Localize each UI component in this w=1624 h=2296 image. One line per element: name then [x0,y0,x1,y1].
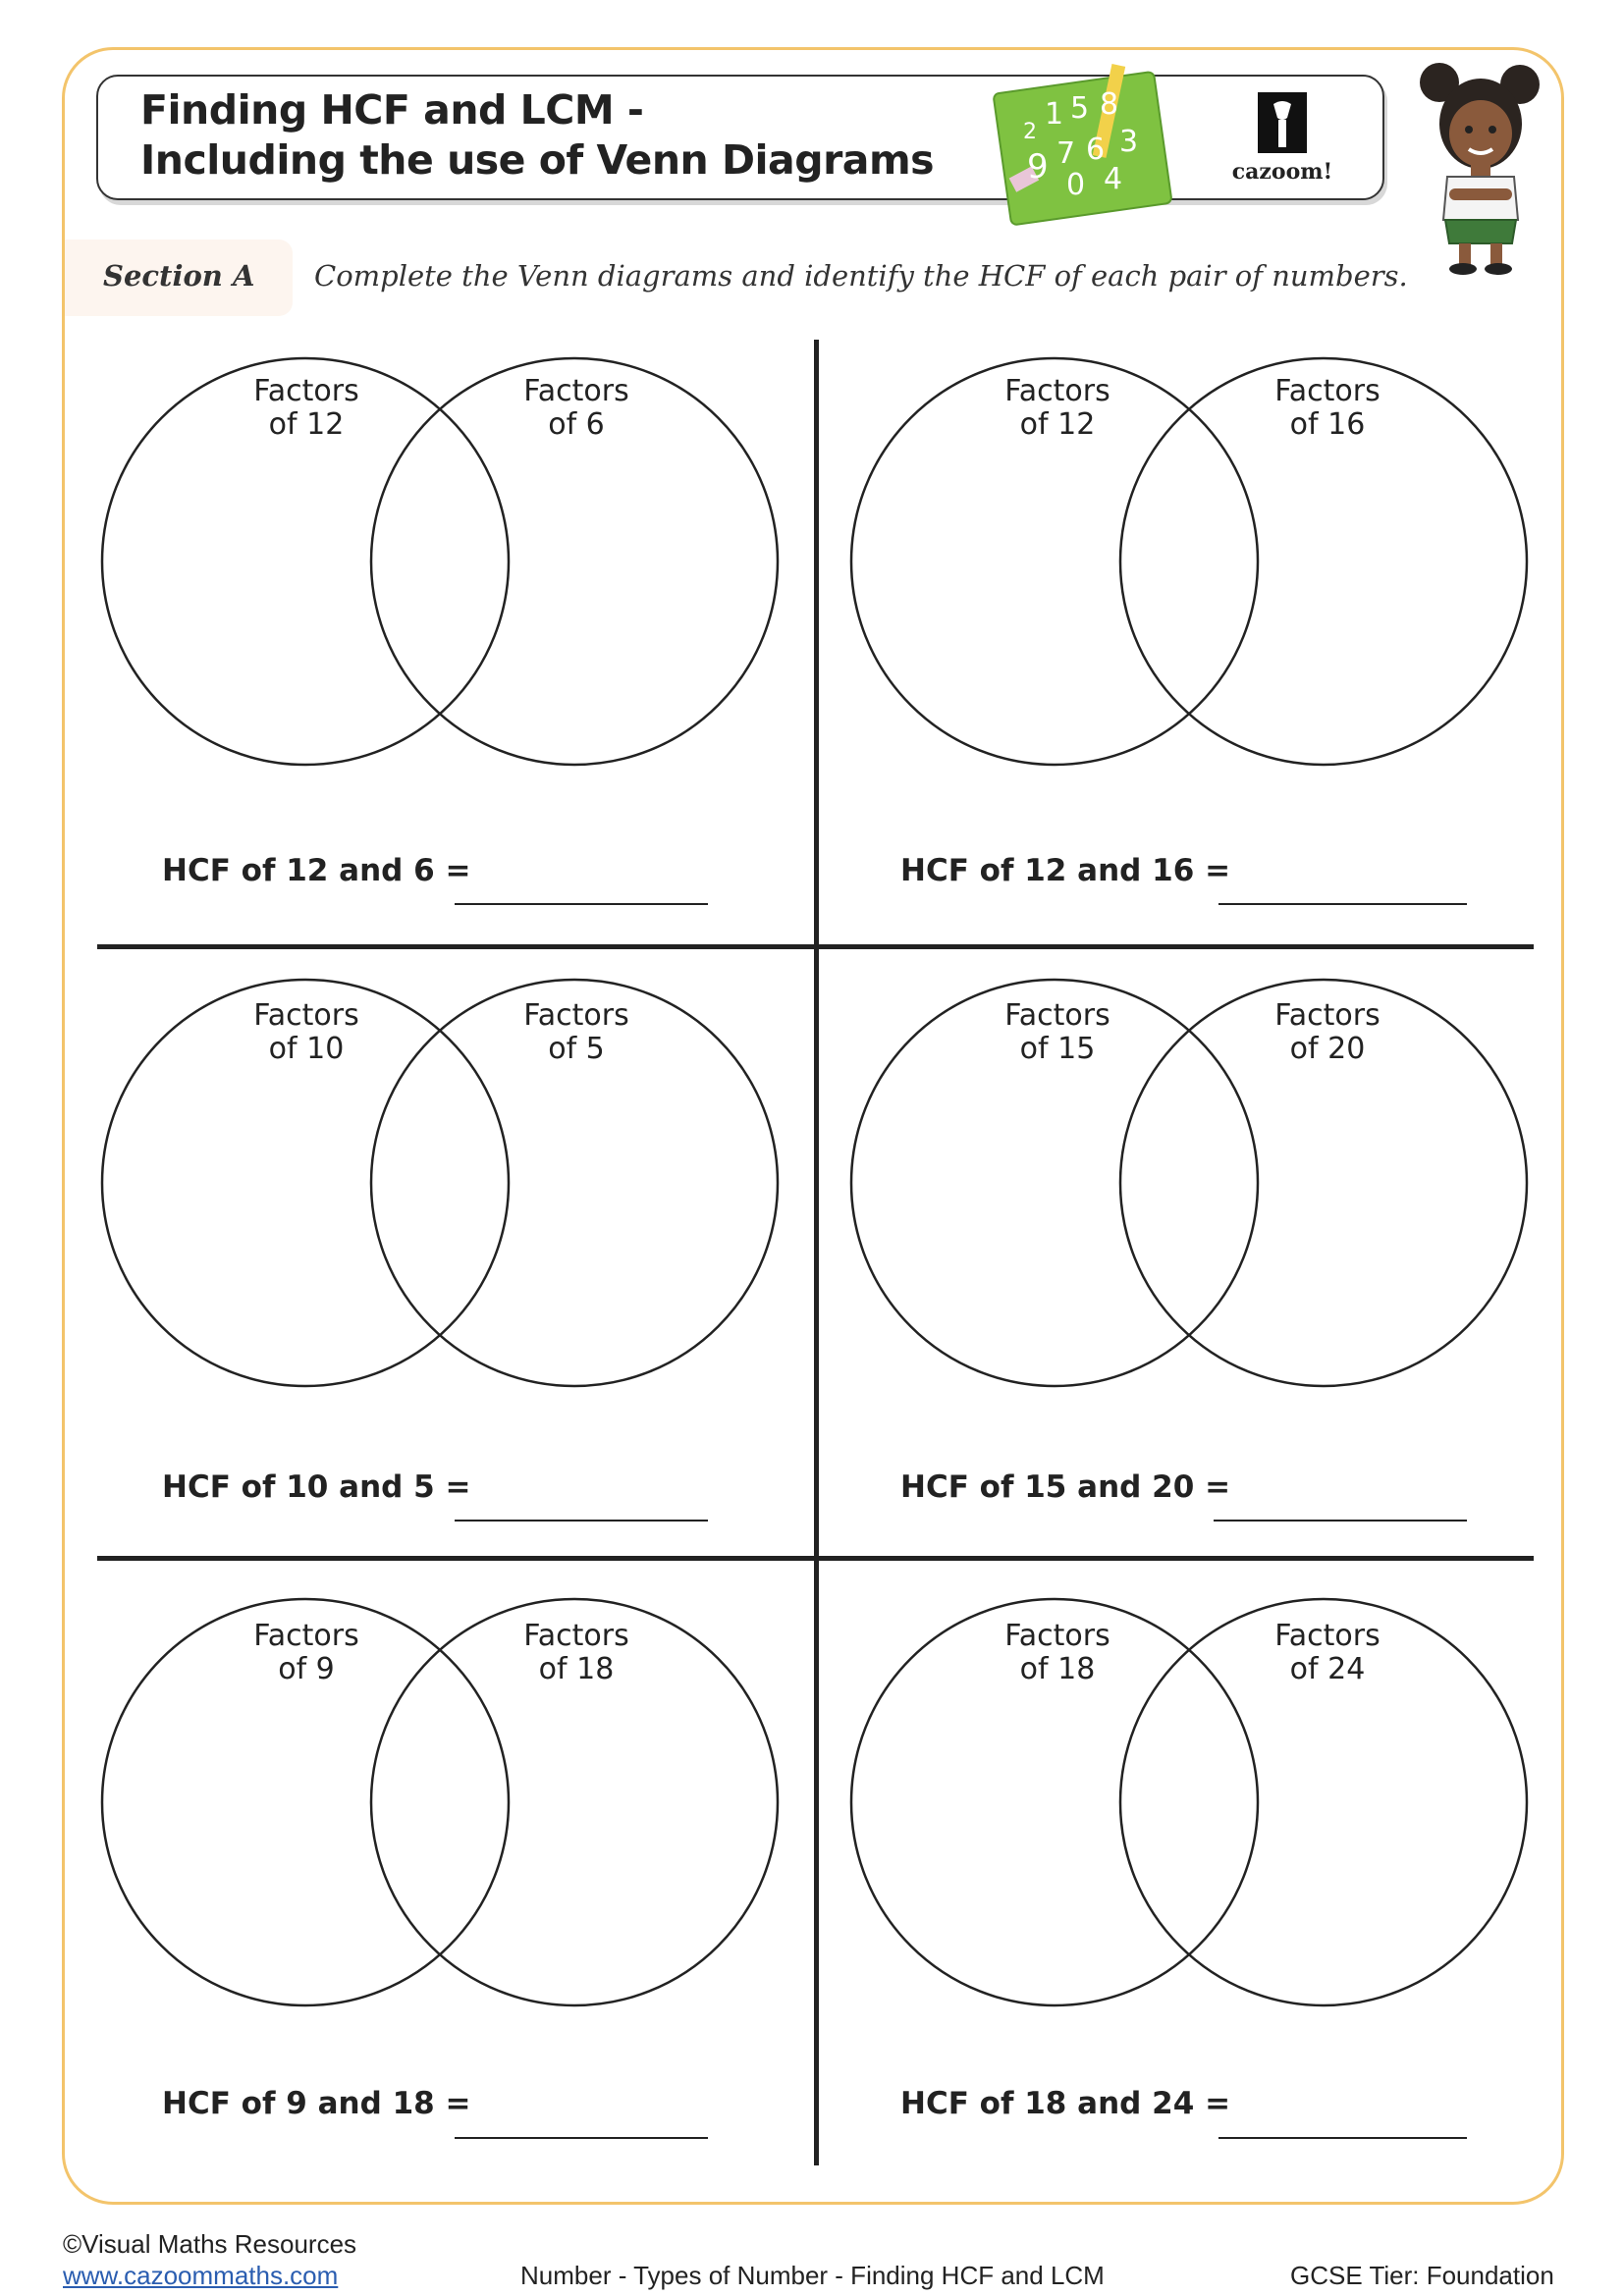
factors-word: Factors [523,1619,629,1653]
factors-word: Factors [523,998,629,1033]
board-digit: 4 [1104,162,1123,196]
footer-tier: GCSE Tier: Foundation [1290,2261,1554,2290]
hcf-question: HCF of 18 and 24 = [900,2086,1231,2121]
venn-label-left [198,1620,414,1686]
factors-of-value: of 5 [548,1032,605,1066]
factors-word: Factors [253,374,359,408]
venn-label-right [468,999,684,1066]
factors-word: Factors [253,1619,359,1653]
factors-of-value: of 18 [1019,1652,1096,1686]
factors-word: Factors [1274,374,1380,408]
factors-of-value: of 16 [1289,407,1366,442]
venn-label-left [949,375,1165,442]
factors-word: Factors [1004,998,1110,1033]
board-digit: 1 [1045,97,1064,132]
board-digit: 7 [1056,136,1076,171]
factors-word: Factors [1004,374,1110,408]
answer-blank[interactable] [1214,1520,1467,1522]
factors-word: Factors [1274,1619,1380,1653]
factors-of-value: of 9 [278,1652,335,1686]
factors-word: Factors [1274,998,1380,1033]
factors-of-value: of 10 [268,1032,345,1066]
venn-label-right [468,375,684,442]
venn-label-left [198,375,414,442]
venn-label-left [949,1620,1165,1686]
worksheet-title-line-2: Including the use of Venn Diagrams [140,136,935,184]
factors-of-value: of 15 [1019,1032,1096,1066]
answer-blank[interactable] [1218,2137,1467,2139]
answer-blank[interactable] [455,2137,708,2139]
footer-website-link[interactable]: www.cazoommaths.com [63,2261,339,2290]
board-digit: 0 [1066,168,1086,202]
factors-word: Factors [523,374,629,408]
venn-label-right [1219,1620,1435,1686]
venn-label-right [468,1620,684,1686]
cazoom-logo-text: cazoom! [1231,159,1333,185]
venn-label-right [1219,375,1435,442]
hcf-question: HCF of 10 and 5 = [162,1469,471,1505]
hcf-question: HCF of 15 and 20 = [900,1469,1231,1505]
factors-of-value: of 12 [1019,407,1096,442]
factors-of-value: of 20 [1289,1032,1366,1066]
board-digit: 3 [1119,125,1139,159]
board-digit: 2 [1023,120,1037,144]
footer-credits [63,2228,356,2291]
answer-blank[interactable] [1218,903,1467,905]
board-digit: 5 [1070,91,1090,126]
section-instruction: Complete the Venn diagrams and identify the HCF of each pair of numbers. [314,259,1408,293]
board-digit: 6 [1086,133,1106,167]
hcf-question: HCF of 12 and 6 = [162,853,471,888]
hcf-question: HCF of 12 and 16 = [900,853,1231,888]
footer-topic: Number - Types of Number - Finding HCF and LCM [520,2261,1105,2290]
worksheet-title-line-1: Finding HCF and LCM - [140,86,644,133]
hcf-question: HCF of 9 and 18 = [162,2086,471,2121]
venn-label-right [1219,999,1435,1066]
factors-of-value: of 18 [538,1652,615,1686]
footer-copyright: ©Visual Maths Resources [63,2229,357,2259]
answer-blank[interactable] [455,1520,708,1522]
factors-of-value: of 6 [548,407,605,442]
factors-word: Factors [253,998,359,1033]
board-digit: 9 [1027,147,1049,187]
venn-label-left [198,999,414,1066]
section-label: Section A [103,259,255,293]
factors-of-value: of 12 [268,407,345,442]
factors-of-value: of 24 [1289,1652,1366,1686]
venn-label-left [949,999,1165,1066]
answer-blank[interactable] [455,903,708,905]
factors-word: Factors [1004,1619,1110,1653]
board-digit: 8 [1100,87,1119,122]
